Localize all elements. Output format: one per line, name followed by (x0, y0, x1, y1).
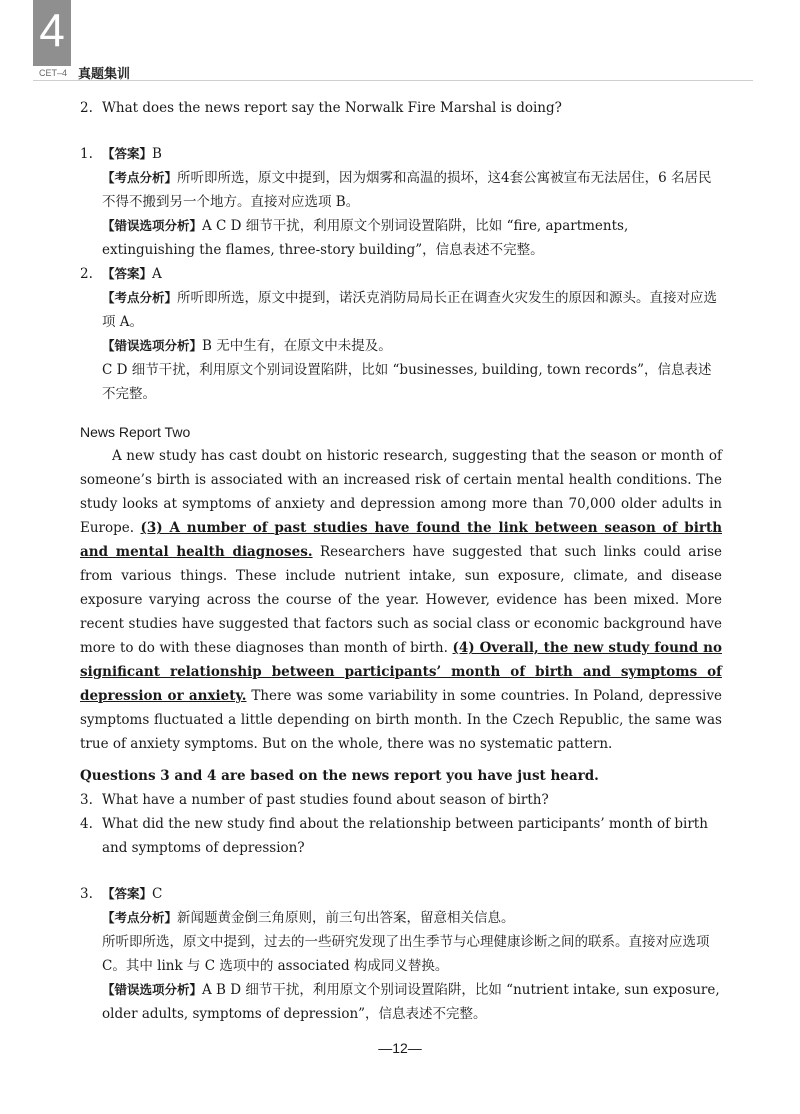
answer-block-1 (80, 142, 722, 262)
answer-tag: 【答案】 (102, 146, 153, 161)
answer-block-3 (80, 882, 722, 1026)
answer-number: 2. (80, 266, 93, 282)
chapter-tab (33, 0, 71, 66)
header-rule (33, 80, 753, 81)
answer-letter: A (152, 266, 162, 282)
question-4 (80, 812, 722, 860)
wrong-option-tag: 【错误选项分析】 (102, 218, 203, 233)
question-number: 4. (80, 816, 93, 832)
question-number: 2. (80, 100, 93, 116)
question-text: What did the new study find about the relationship between participants’ month of birth and symptoms of depression? (102, 816, 708, 856)
analysis-text: 新闻题黄金倒三角原则，前三句出答案，留意相关信息。 (177, 910, 515, 926)
transcript-text-3: There was some variability in some countries. In Poland, depressive symptoms fluctuated a little depending on birth month. In the Czech Republic, the same was true of anxiety symptoms. But on the whole, there was no systematic pattern. (80, 688, 722, 752)
answer-letter: B (152, 146, 162, 162)
running-header-title: 真题集训 (78, 67, 131, 82)
chapter-sub-label: CET–4 (38, 68, 67, 78)
wrong-option-tag: 【错误选项分析】 (102, 338, 203, 353)
analysis-text: 所听即所选，原文中提到，诺沃克消防局局长正在调查火灾发生的原因和源头。直接对应选项 A。 (102, 290, 718, 330)
transcript-paragraph (80, 444, 722, 756)
analysis-tag: 【考点分析】 (102, 910, 178, 925)
wrong-option-text-2: C D 细节干扰，利用原文个别词设置陷阱，比如 “businesses, building, town records”，信息表述不完整。 (102, 362, 712, 402)
wrong-option-text: B 无中生有，在原文中未提及。 (202, 338, 392, 354)
question-3 (80, 788, 722, 812)
answer-letter: C (152, 886, 163, 902)
wrong-option-text: A C D 细节干扰，利用原文个别词设置陷阱，比如 “fire, apartments, extinguishing the flames, three-story building”，信息表述不完整。 (102, 218, 629, 258)
transcript-highlight-4: (4) Overall, the new study found no significant relationship between participants’ month of birth and symptoms of depression or anxiety. (80, 640, 722, 704)
answer-number: 3. (80, 886, 93, 902)
analysis-text-2: 所听即所选，原文中提到，过去的一些研究发现了出生季节与心理健康诊断之间的联系。直接对应选项 C。其中 link 与 C 选项中的 associated 构成同义替换。 (102, 934, 710, 974)
answer-number: 1. (80, 146, 93, 162)
page-number: —12— (378, 1040, 422, 1056)
question-2 (80, 96, 722, 120)
transcript-text-1: A new study has cast doubt on historic research, suggesting that the season or month of someone’s birth is associated with an increased risk of certain mental health conditions. The study looks at symptoms of anxiety and depression among more than 70,000 older adults in Europe. (80, 448, 722, 536)
transcript-text-2: Researchers have suggested that such links could arise from various things. These include nutrient intake, sun exposure, climate, and disease exposure varying across the course of the year. However, evidence has been mixed. More recent studies have suggested that factors such as social class or economic background have more to do with these diagnoses than month of birth. (80, 544, 723, 656)
wrong-option-text: A B D 细节干扰，利用原文个别词设置陷阱，比如 “nutrient intake, sun exposure, older adults, symptoms of depression”，信息表述不完整。 (102, 982, 720, 1022)
wrong-option-tag: 【错误选项分析】 (102, 982, 203, 997)
answer-tag: 【答案】 (102, 266, 153, 281)
analysis-tag: 【考点分析】 (102, 170, 178, 185)
answer-tag: 【答案】 (102, 886, 153, 901)
chapter-number: 4 (39, 4, 65, 56)
question-text: What does the news report say the Norwalk Fire Marshal is doing? (102, 100, 562, 116)
transcript-highlight-3: (3) A number of past studies have found the link between season of birth and mental health diagnoses. (80, 520, 723, 560)
question-text: What have a number of past studies found about season of birth? (102, 792, 549, 808)
analysis-text: 所听即所选，原文中提到，因为烟雾和高温的损坏，这4套公寓被宣布无法居住，6 名居民不得不搬到另一个地方。直接对应选项 B。 (102, 170, 712, 210)
page-content (80, 96, 722, 1026)
section-title: News Report Two (80, 424, 191, 440)
analysis-tag: 【考点分析】 (102, 290, 178, 305)
question-number: 3. (80, 792, 93, 808)
questions-intro: Questions 3 and 4 are based on the news report you have just heard. (80, 768, 599, 784)
answer-block-2 (80, 262, 722, 406)
